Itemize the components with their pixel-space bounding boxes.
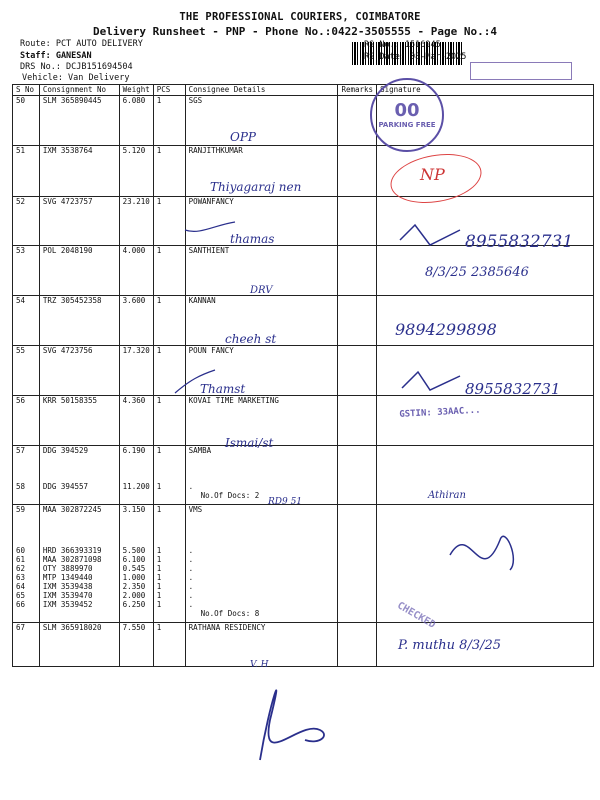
consignee: POUN FANCY	[185, 346, 338, 396]
consignee-group: . . . . . . .	[188, 546, 194, 609]
col-sno: S No	[13, 85, 40, 96]
sno-58: 58	[16, 482, 26, 491]
sno-group: 60 61 62 63 64 65 66	[16, 546, 26, 609]
staff: Staff: GANESAN	[20, 51, 92, 61]
handwriting-55: Thamst	[200, 382, 246, 396]
tick-55	[402, 372, 460, 390]
signature-58: Athiran	[428, 490, 466, 501]
col-consignee: Consignee Details	[185, 85, 338, 96]
phone-54: 9894299898	[395, 320, 497, 339]
big-signature	[260, 690, 324, 760]
drs-number: DRS No.: DCJB151694504	[20, 62, 133, 72]
weight: 4.360	[119, 396, 153, 446]
handwriting-53: DRV	[250, 285, 273, 296]
wt-group: 5.500 6.100 0.545 1.000 2.350 2.000 6.250	[122, 546, 146, 609]
col-signature: Signature	[377, 85, 594, 96]
consignment-no: KRR 50158355	[39, 396, 119, 446]
sno: 56	[13, 396, 40, 446]
consignment-no: SLM 365918020	[39, 623, 119, 667]
stamp-number: 00	[394, 100, 420, 121]
cons-59: MAA 302872245	[42, 505, 102, 514]
checked-stamp: CHECKED	[395, 600, 438, 631]
consignee: SGS	[185, 96, 338, 146]
stroke-55	[175, 370, 215, 393]
sno-59: 59	[16, 505, 26, 514]
cons-57: DDG 394529	[42, 446, 89, 455]
weight: 7.550	[119, 623, 153, 667]
rs-date: RS Date: 08-Mar-2025	[364, 52, 467, 62]
sno: 55	[13, 346, 40, 396]
sno: 50	[13, 96, 40, 146]
vehicle: Vehicle: Van Delivery	[22, 73, 130, 83]
sno: 52	[13, 197, 40, 246]
consignee: POWANFANCY	[185, 197, 338, 246]
tick-52	[400, 225, 460, 245]
consignment-no: SVG 4723757	[39, 197, 119, 246]
consignee-57: SAMBA	[188, 446, 212, 455]
docs-count: No.Of Docs: 2	[200, 491, 260, 500]
sno: 51	[13, 146, 40, 197]
wt-57: 6.190	[122, 446, 146, 455]
route: Route: PCT AUTO DELIVERY	[20, 39, 143, 49]
sno: 53	[13, 246, 40, 296]
pcs: 1	[153, 346, 185, 396]
initials-67: V. H	[250, 660, 269, 670]
handwriting-52: thamas	[230, 232, 275, 246]
consignee: SANTHIENT	[185, 246, 338, 296]
sno: 67	[13, 623, 40, 667]
docs-count-group: No.Of Docs: 8	[200, 609, 260, 618]
handwriting-54: cheeh st	[225, 332, 277, 346]
weight: 17.320	[119, 346, 153, 396]
pcs: 1	[153, 146, 185, 197]
consignment-no: SVG 4723756	[39, 346, 119, 396]
weight: 3.600	[119, 296, 153, 346]
consignee: KANNAN	[185, 296, 338, 346]
docs-note-58: RD9 51	[268, 497, 303, 507]
consignment-no: SLM 365890445	[39, 96, 119, 146]
pcs-58: 1	[156, 482, 162, 491]
pcs: 1	[153, 197, 185, 246]
rs-number: RS No.: 1516945	[364, 40, 441, 50]
col-remarks: Remarks	[338, 85, 377, 96]
pcs: 1	[153, 246, 185, 296]
handwriting-56: Ismai/st	[225, 436, 274, 450]
pcs: 1	[153, 96, 185, 146]
gstin-stamp: GSTIN: 33AAC...	[399, 405, 481, 420]
consignment-no: TRZ 305452358	[39, 296, 119, 346]
consignee: KOVAI TIME MARKETING	[185, 396, 338, 446]
weight: 23.210	[119, 197, 153, 246]
weight: 4.000	[119, 246, 153, 296]
pcs: 1	[153, 296, 185, 346]
consignee-59: VMS	[188, 505, 203, 514]
scribble-59	[450, 536, 513, 570]
pcs: 1	[153, 623, 185, 667]
pcs-57: 1	[156, 446, 162, 455]
np-mark: NP	[420, 165, 445, 184]
date-53: 8/3/25 2385646	[425, 265, 529, 280]
sno: 54	[13, 296, 40, 346]
consignment-no: IXM 3538764	[39, 146, 119, 197]
pcs-59: 1	[156, 505, 162, 514]
consignee: RATHANA RESIDENCY	[185, 623, 338, 667]
col-weight: Weight	[119, 85, 153, 96]
stamp-text: PARKING FREE	[378, 121, 436, 129]
signature-67: P. muthu 8/3/25	[398, 638, 502, 653]
pcs: 1	[153, 396, 185, 446]
pcs-group: 1 1 1 1 1 1 1	[156, 546, 162, 609]
stroke-52	[185, 222, 235, 231]
weight: 5.120	[119, 146, 153, 197]
handwriting-51: Thiyagaraj nen	[210, 180, 302, 194]
consignment-no: POL 2048190	[39, 246, 119, 296]
sno-57: 57	[16, 446, 26, 455]
wt-58: 11.200	[122, 482, 150, 491]
col-pcs: PCS	[153, 85, 185, 96]
company-title: THE PROFESSIONAL COURIERS, COIMBATORE	[179, 11, 421, 23]
runsheet-subtitle: Delivery Runsheet - PNP - Phone No.:0422-3505555 - Page No.:4	[93, 25, 497, 38]
handwriting-50: OPP	[230, 130, 256, 144]
consignee: RANJITHKUMAR	[185, 146, 338, 197]
cons-group: HRD 366393319 MAA 302871098 OTY 3889970 MTP 1349440 IXM 3539438 IXM 3539470 IXM 3539452	[42, 546, 102, 609]
phone-55: 8955832731	[465, 380, 561, 398]
weight: 6.080	[119, 96, 153, 146]
phone-52: 8955832731	[465, 232, 574, 252]
wt-59: 3.150	[122, 505, 146, 514]
col-consignment: Consignment No	[39, 85, 119, 96]
cons-58: DDG 394557	[42, 482, 89, 491]
consignee-58: .	[188, 482, 194, 491]
